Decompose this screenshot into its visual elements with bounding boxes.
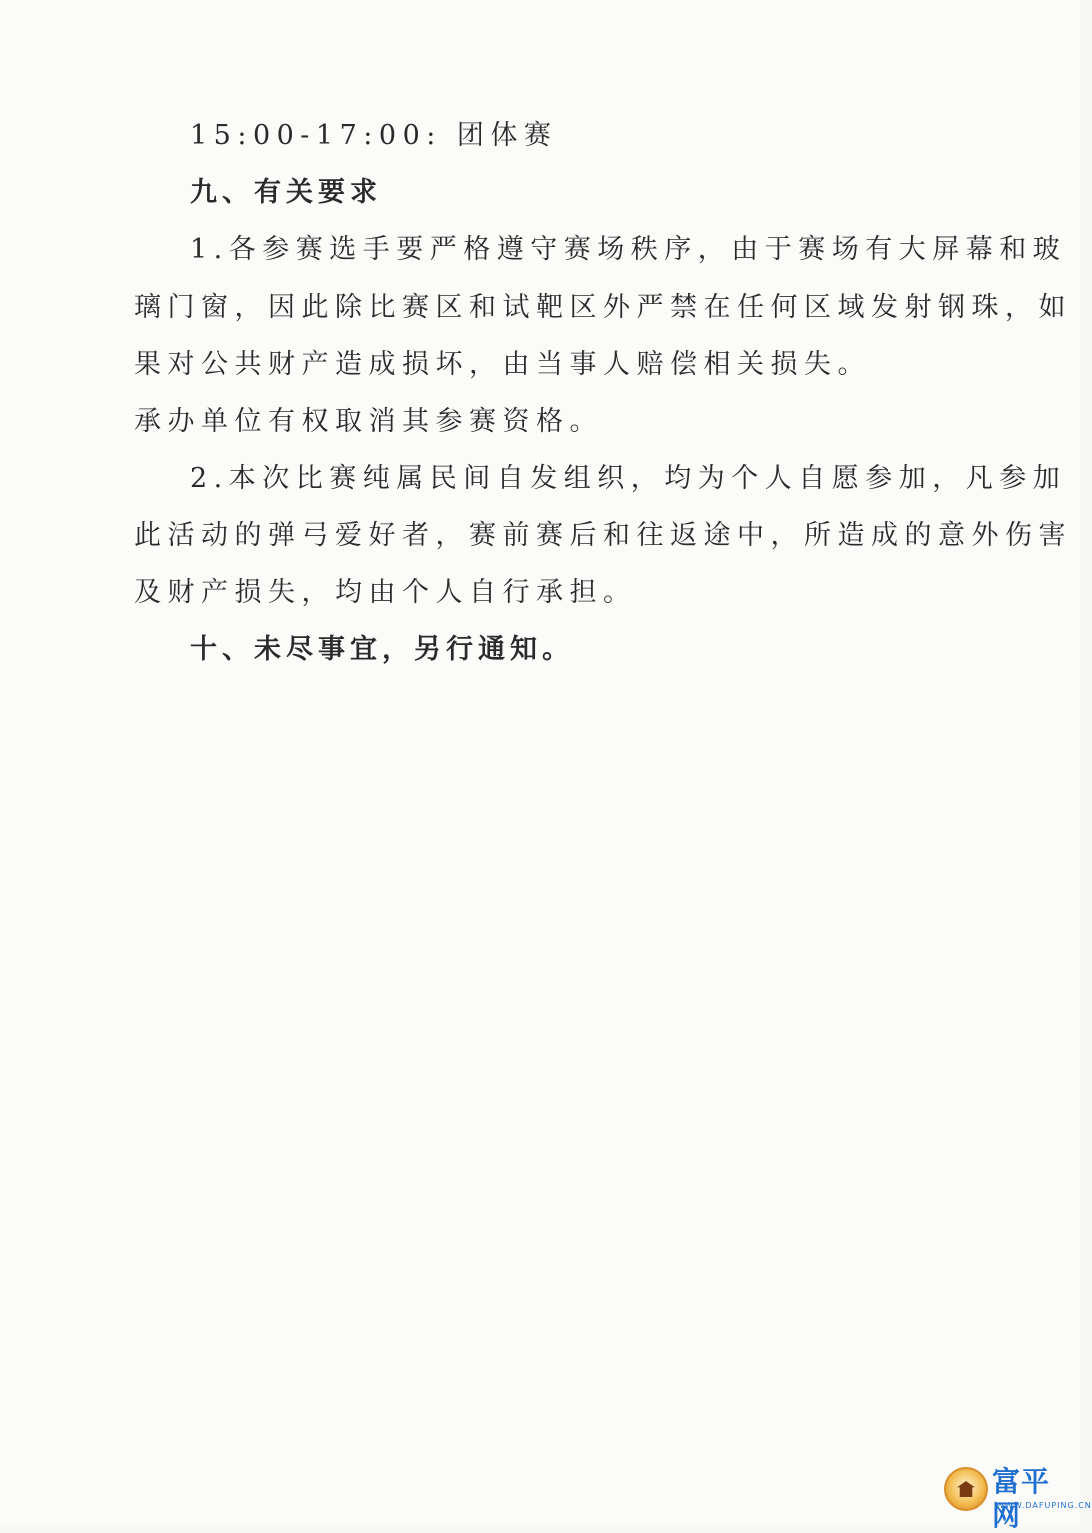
watermark-site-name: 富平网 <box>992 1465 1051 1532</box>
paragraph-line: 承办单位有权取消其参赛资格。 <box>134 406 603 437</box>
section-heading-requirements: 九、有关要求 <box>190 177 382 208</box>
paragraph-line: 1.各参赛选手要严格遵守赛场秩序，由于赛场有大屏幕和玻 <box>190 234 1067 265</box>
paragraph-line: 2.本次比赛纯属民间自发组织，均为个人自愿参加，凡参加 <box>190 463 1067 494</box>
watermark-url: WWW.DAFUPING.CN <box>996 1501 1092 1510</box>
paragraph-line: 璃门窗，因此除比赛区和试靶区外严禁在任何区域发射钢珠，如 <box>134 292 1072 323</box>
section-heading-closing: 十、未尽事宜，另行通知。 <box>190 634 574 665</box>
paragraph-line: 果对公共财产造成损坏，由当事人赔偿相关损失。 <box>134 349 871 380</box>
site-watermark <box>944 1465 1092 1532</box>
schedule-line: 15:00-17:00: 团体赛 <box>190 120 558 151</box>
paragraph-line: 此活动的弹弓爱好者，赛前赛后和往返途中，所造成的意外伤害 <box>134 520 1072 551</box>
building-logo-icon <box>944 1467 988 1511</box>
paragraph-line: 及财产损失，均由个人自行承担。 <box>134 577 637 608</box>
